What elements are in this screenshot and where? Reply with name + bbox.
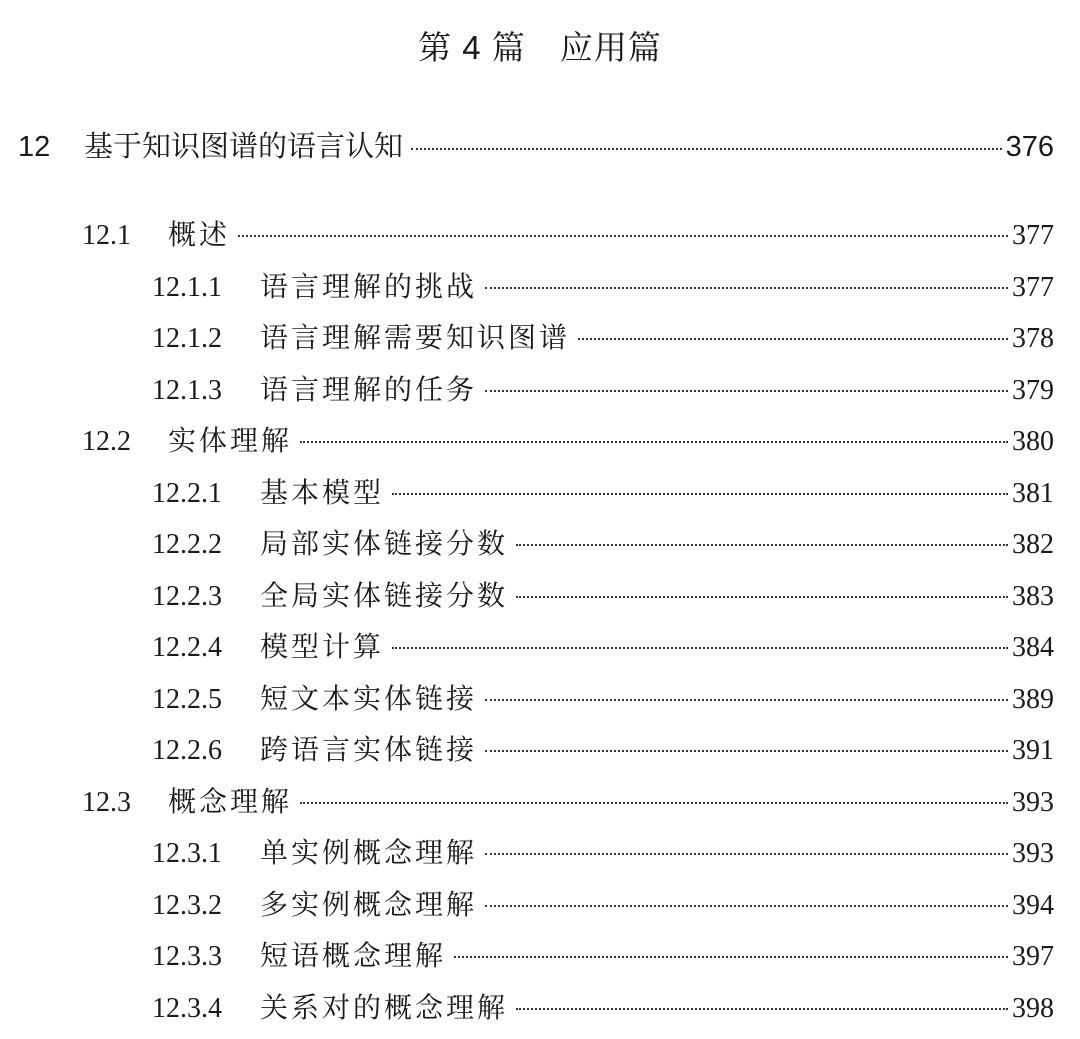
entry-title: 实体理解 [168,426,293,457]
part-title: 应用篇 [559,29,662,66]
part-heading [0,22,1080,69]
entry-number: 12.2.1 [152,477,222,509]
entry-page-number: 382 [1012,529,1054,560]
entry-title: 模型计算 [260,632,385,663]
toc-subsection-entry[interactable] [0,368,1080,412]
entry-number: 12.3.4 [152,992,222,1024]
dot-leader [485,853,1008,855]
entry-page-number: 393 [1012,786,1054,818]
toc-subsection-entry[interactable] [0,934,1080,978]
entry-page-number: 389 [1012,683,1054,715]
entry-title: 全局实体链接分数 [260,580,509,612]
entry-number: 12.2.2 [152,529,222,560]
toc-section-entry[interactable] [0,780,1080,824]
dot-leader [238,235,1008,237]
dot-leader [516,1008,1008,1010]
entry-page-number: 391 [1012,735,1054,766]
entry-number: 12.1.1 [152,271,222,303]
entry-number: 12.2.6 [152,735,222,766]
chapter-number: 12 [18,131,51,163]
part-label: 第 4 篇 [418,29,526,66]
dot-leader [392,493,1008,495]
chapter-page-number: 376 [1005,131,1054,163]
entry-title: 关系对的概念理解 [260,992,509,1024]
dot-leader [485,750,1008,752]
dot-leader [411,148,1002,150]
entry-page-number: 380 [1012,426,1054,457]
entry-title: 基本模型 [260,477,385,509]
toc-subsection-entry[interactable] [0,265,1080,309]
entry-page-number: 394 [1012,889,1054,921]
entry-number: 12.3.3 [152,941,222,972]
entry-number: 12.1.3 [152,374,222,406]
dot-leader [578,338,1008,340]
toc-subsection-entry[interactable] [0,728,1080,772]
toc-subsection-entry[interactable] [0,316,1080,360]
toc-section-entry[interactable] [0,419,1080,463]
entry-number: 12.2.5 [152,683,222,715]
entry-page-number: 377 [1012,220,1054,251]
dot-leader [516,544,1008,546]
toc-subsection-entry[interactable] [0,831,1080,875]
entry-title: 短文本实体链接 [260,683,478,715]
entry-number: 12.2 [82,426,131,457]
entry-number: 12.2.4 [152,632,222,663]
toc-chapter-entry[interactable] [0,124,1080,168]
entry-title: 语言理解的挑战 [260,271,478,303]
entry-number: 12.3 [82,786,131,818]
dot-leader [485,287,1008,289]
dot-leader [485,390,1008,392]
toc-subsection-entry[interactable] [0,986,1080,1030]
entry-title: 语言理解的任务 [260,374,478,406]
toc-subsection-entry[interactable] [0,471,1080,515]
dot-leader [300,441,1008,443]
entry-number: 12.1 [82,220,131,251]
toc-section-entry[interactable] [0,213,1080,257]
entry-title: 跨语言实体链接 [260,735,478,766]
dot-leader [485,905,1008,907]
toc-subsection-entry[interactable] [0,522,1080,566]
entry-title: 单实例概念理解 [260,838,478,869]
entry-title: 局部实体链接分数 [260,529,509,560]
toc-subsection-entry[interactable] [0,574,1080,618]
toc-subsection-entry[interactable] [0,677,1080,721]
entry-number: 12.2.3 [152,580,222,612]
entry-page-number: 377 [1012,271,1054,303]
entry-number: 12.3.1 [152,838,222,869]
entry-number: 12.1.2 [152,323,222,354]
entry-title: 语言理解需要知识图谱 [260,323,571,354]
toc-subsection-entry[interactable] [0,883,1080,927]
entry-page-number: 378 [1012,323,1054,354]
chapter-title: 基于知识图谱的语言认知 [84,131,404,163]
entry-page-number: 381 [1012,477,1054,509]
entry-page-number: 384 [1012,632,1054,663]
dot-leader [454,956,1008,958]
entry-number: 12.3.2 [152,889,222,921]
entry-title: 多实例概念理解 [260,889,478,921]
entry-page-number: 383 [1012,580,1054,612]
entry-page-number: 393 [1012,838,1054,869]
entry-page-number: 397 [1012,941,1054,972]
dot-leader [516,596,1008,598]
dot-leader [300,802,1008,804]
dot-leader [485,699,1008,701]
entry-page-number: 379 [1012,374,1054,406]
entry-title: 概述 [168,220,231,251]
entry-page-number: 398 [1012,992,1054,1024]
entry-title: 概念理解 [168,786,293,818]
entry-title: 短语概念理解 [260,941,447,972]
dot-leader [392,647,1008,649]
toc-subsection-entry[interactable] [0,625,1080,669]
